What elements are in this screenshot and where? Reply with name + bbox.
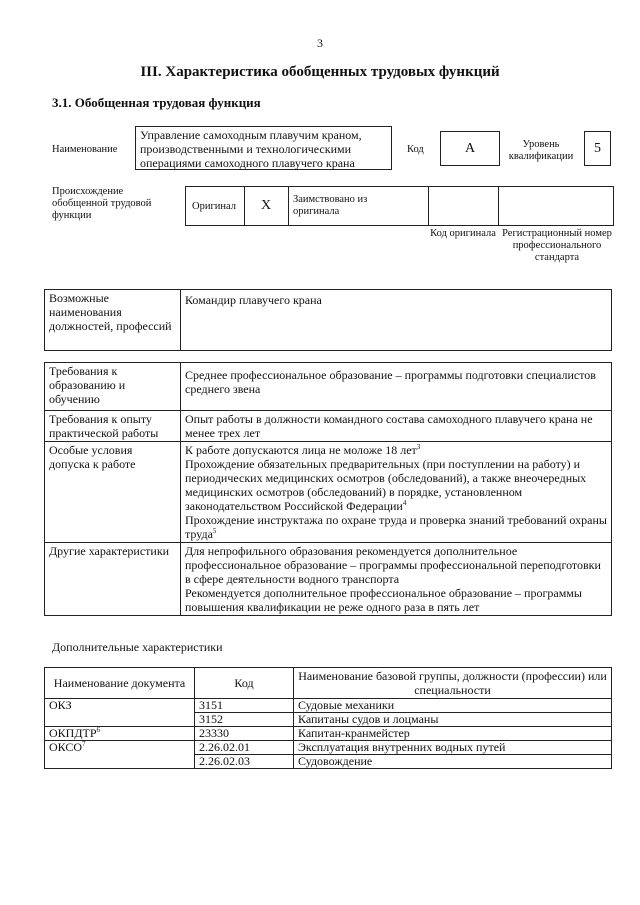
level-value: 5 [594,140,601,156]
name-cell: Судовождение [294,755,612,769]
footnote-ref: 6 [96,726,101,734]
origin-table [185,186,614,226]
req-line: Рекомендуется дополнительное профессиональное образование – программы повышения квалификации не реже одного раза в пять лет [185,586,582,614]
req-line: К работе допускаются лица не моложе 18 лет [185,443,417,457]
name-cell: Судовые механики [294,699,612,713]
code-cell: 3151 [195,699,294,713]
footnote-ref: 3 [416,443,421,451]
code-value: А [464,140,476,156]
req-line: Для непрофильного образования рекомендуется дополнительное профессиональное образование – программы профессиональной переподготовки в сфере деятельности водного транспорта [185,544,601,586]
level-box [584,131,611,166]
col-name-header: Наименование базовой группы, должности (профессии) или специальности [294,668,612,699]
name-cell: Капитаны судов и лоцманы [294,713,612,727]
positions-table [44,289,612,351]
name-cell: Эксплуатация внутренних водных путей [294,741,612,755]
footnote-ref: 4 [402,499,407,507]
req-value: Среднее профессиональное образование – программы подготовки специалистов среднего звена [181,363,612,411]
doc-cell: ОКЗ [45,699,195,727]
doc-cell: ОКСО [49,740,83,754]
table-row [45,411,612,442]
table-row [45,543,612,616]
subsection-title: 3.1. Обобщенная трудовая функция [52,95,261,110]
page-number: 3 [317,36,323,50]
doc-cell: ОКПДТР [49,726,97,740]
code-cell: 3152 [195,713,294,727]
function-name-box [135,126,392,170]
col-doc-header: Наименование документа [45,668,195,699]
origin-label: Происхождение обобщенной трудовой функции [52,186,152,221]
table-row [45,727,612,741]
doc-cell-wrap [45,727,195,741]
positions-label: Возможные наименования должностей, профессий [45,290,181,351]
code-cell: 2.26.02.01 [195,741,294,755]
req-line: Прохождение инструктажа по охране труда и проверка знаний требований охраны труда [185,513,607,541]
requirements-table [44,362,612,616]
borrowed-label: Заимствовано из оригинала [293,194,368,217]
function-name-value: Управление самоходным плавучим краном, производственными и технологическими операциями самоходного плавучего крана [140,128,362,170]
reg-number-caption: Регистрационный номер профессионального стандарта [502,228,612,263]
doc-cell-wrap [45,741,195,769]
original-label: Оригинал [192,201,236,212]
code-cell: 23330 [195,727,294,741]
req-label: Другие характеристики [45,543,181,616]
code-original-caption: Код оригинала [430,228,496,239]
footnote-ref: 7 [82,740,86,748]
req-label: Требования к опыту практической работы [45,411,181,442]
original-mark: Х [260,198,272,213]
additional-table [44,667,612,769]
table-header-row [45,668,612,699]
name-label: Наименование [52,144,118,155]
req-value: Опыт работы в должности командного состава самоходного плавучего крана не менее трех лет [181,411,612,442]
additional-heading: Дополнительные характеристики [52,640,223,654]
code-box [440,131,500,166]
footnote-ref: 5 [212,527,217,535]
code-cell: 2.26.02.03 [195,755,294,769]
col-code-header: Код [195,668,294,699]
req-value-cell [181,442,612,543]
req-label: Особые условия допуска к работе [45,442,181,543]
table-row [45,363,612,411]
table-row [45,442,612,543]
section-title: III. Характеристика обобщенных трудовых функций [140,64,500,80]
level-label: Уровень квалификации [508,139,574,162]
req-line: Прохождение обязательных предварительных (при поступлении на работу) и периодических медицинских осмотров (обследований), а также внеочередных медицинских осмотров (обследований) в порядке, установленном законодательством Российской Федерации [185,457,587,513]
table-row [45,699,612,713]
code-label: Код [407,144,424,155]
req-value-cell [181,543,612,616]
positions-value: Командир плавучего крана [181,290,612,351]
table-row [45,741,612,755]
req-label: Требования к образованию и обучению [45,363,181,411]
name-cell: Капитан-кранмейстер [294,727,612,741]
